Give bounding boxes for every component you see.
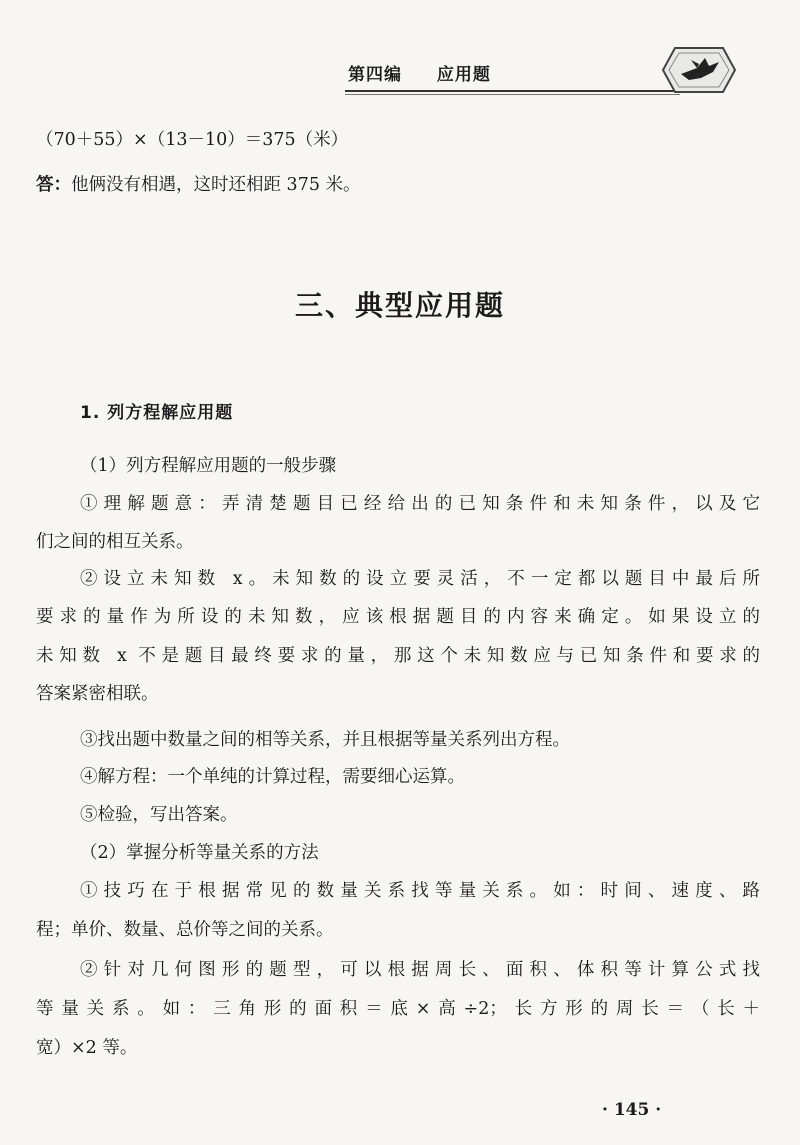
running-header: [348, 60, 678, 85]
equation-line: （70＋55）×（13－10）＝375（米）: [36, 130, 349, 150]
body-line: 等量关系。如：三角形的面积＝底×高÷2；长方形的周长＝（长＋: [36, 999, 760, 1019]
body-line: ⑤检验，写出答案。: [80, 805, 238, 825]
body-line: ④解方程：一个单纯的计算过程，需要细心运算。: [80, 767, 465, 787]
page-number: · 145 ·: [602, 1100, 662, 1120]
body-line: （2）掌握分析等量关系的方法: [80, 843, 319, 863]
body-line: ③找出题中数量之间的相等关系，并且根据等量关系列出方程。: [80, 730, 570, 750]
header-section: 应用题: [436, 65, 491, 85]
answer-text: 他俩没有相遇，这时还相距 375 米。: [71, 175, 361, 195]
section-title: 三、典型应用题: [294, 289, 505, 322]
header-part: 第四编: [348, 65, 402, 85]
hexagon-bird-emblem-icon: [661, 44, 737, 96]
body-line: 宽）×2 等。: [36, 1038, 138, 1058]
header-rule: [345, 90, 680, 92]
subheading: 1. 列方程解应用题: [80, 403, 234, 423]
body-line: 们之间的相互关系。: [36, 532, 194, 552]
body-line: ①技巧在于根据常见的数量关系找等量关系。如：时间、速度、路: [80, 881, 760, 901]
body-line: ②针对几何图形的题型，可以根据周长、面积、体积等计算公式找: [80, 960, 760, 980]
answer-line: [36, 173, 760, 197]
body-line: 程；单价、数量、总价等之间的关系。: [36, 920, 334, 940]
body-line: 未知数 x 不是题目最终要求的量，那这个未知数应与已知条件和要求的: [36, 646, 760, 666]
body-line: ①理解题意：弄清楚题目已经给出的已知条件和未知条件，以及它: [80, 494, 760, 514]
body-line: 要求的量作为所设的未知数，应该根据题目的内容来确定。如果设立的: [36, 607, 760, 627]
body-line: ②设立未知数 x。未知数的设立要灵活，不一定都以题目中最后所: [80, 569, 760, 589]
answer-label: 答：: [36, 175, 71, 195]
header-rule-thin: [345, 94, 680, 95]
body-line: 答案紧密相联。: [36, 684, 159, 704]
body-line: （1）列方程解应用题的一般步骤: [80, 456, 337, 476]
